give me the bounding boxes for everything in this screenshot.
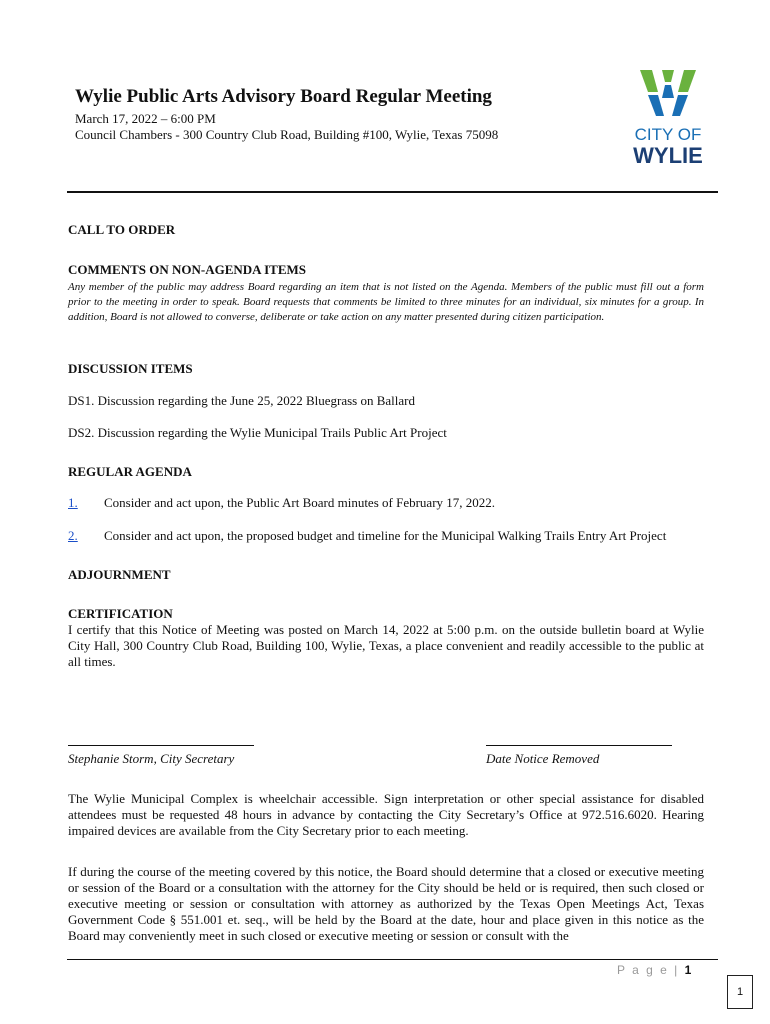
certification-section (68, 606, 704, 670)
certification-text: I certify that this Notice of Meeting was posted on March 14, 2022 at 5:00 p.m. on the outside bulletin board at Wylie City Hall, 300 Country Club Road, Building 100, Wylie, Texas, a place convenient and readily accessible to the public at all times. (68, 622, 704, 669)
signature-line-left (68, 745, 254, 746)
meeting-title: Wylie Public Arts Advisory Board Regular Meeting (75, 86, 492, 107)
call-to-order-heading: CALL TO ORDER (68, 222, 176, 237)
discussion-section (68, 361, 704, 377)
signature-city-secretary: Stephanie Storm, City Secretary (68, 751, 235, 766)
city-of-wylie-logo (626, 68, 710, 172)
logo-city-of-text: CITY OF (634, 125, 702, 144)
signature-date-removed: Date Notice Removed (486, 751, 600, 766)
comments-section (68, 262, 704, 325)
agenda-item-2-link[interactable]: 2. (68, 528, 78, 543)
comments-text: Any member of the public may address Board regarding an item that is not listed on the Agenda. Members of the public must fill out a form prior to the meeting in order to speak. Board requests that comments be limited to three minutes for an individual, six minutes for a group. In addition, Board is not allowed to converse, deliberate or take action on any matter presented during citizen participation. (68, 281, 704, 323)
logo-w-left-blue (648, 95, 664, 116)
logo-w-left-green (640, 70, 658, 92)
signature-line-right (486, 745, 672, 746)
page-label: P a g e | (617, 963, 680, 977)
closed-meeting-text: If during the course of the meeting covered by this notice, the Board should determine that a closed or executive meeting or session of the Board or a consultation with the attorney for the City should be held or is required, then such closed or executive meeting or session or consultation with attorney as authorized by the Texas Open Meetings Act, Texas Government Code § 551.001 et. seq., will be held by the Board at the date, hour and place given in this notice as the Board may conveniently meet in such closed or executive meeting or session or consult with the (68, 864, 704, 943)
adjournment-heading: ADJOURNMENT (68, 567, 171, 582)
logo-w-right-green (678, 70, 696, 92)
regular-agenda-heading: REGULAR AGENDA (68, 464, 192, 479)
agenda-item-2-text: Consider and act upon, the proposed budget and timeline for the Municipal Walking Trails Entry Art Project (104, 528, 667, 543)
agenda-item-1-link[interactable]: 1. (68, 495, 78, 510)
call-to-order-section (68, 222, 704, 238)
page-number-box: 1 (727, 975, 753, 1009)
accessibility-text: The Wylie Municipal Complex is wheelchair accessible. Sign interpretation or other special assistance for disabled attendees must be requested 48 hours in advance by contacting the City Secretary’s Office at 972.516.6020. Hearing impaired devices are available from the City Secretary prior to each meeting. (68, 791, 704, 838)
discussion-heading: DISCUSSION ITEMS (68, 361, 193, 376)
meeting-date-time: March 17, 2022 – 6:00 PM (75, 111, 216, 126)
accessibility-section (68, 791, 704, 839)
comments-heading: COMMENTS ON NON-AGENDA ITEMS (68, 262, 306, 277)
footer-divider (67, 959, 718, 960)
logo-wylie-text: WYLIE (633, 143, 703, 168)
logo-w-right-blue (672, 95, 688, 116)
closed-meeting-section (68, 864, 704, 944)
logo-w-center-green (662, 70, 674, 82)
header-divider (67, 191, 718, 193)
agenda-item-1-text: Consider and act upon, the Public Art Board minutes of February 17, 2022. (104, 495, 496, 510)
page-footer (617, 963, 691, 977)
certification-heading: CERTIFICATION (68, 606, 173, 621)
discussion-item-ds1: DS1. Discussion regarding the June 25, 2022 Bluegrass on Ballard (68, 393, 415, 408)
discussion-item-ds2: DS2. Discussion regarding the Wylie Municipal Trails Public Art Project (68, 425, 447, 440)
page-number: 1 (684, 963, 692, 977)
adjournment-section (68, 567, 704, 583)
meeting-location: Council Chambers - 300 Country Club Road, Building #100, Wylie, Texas 75098 (75, 127, 499, 142)
regular-agenda-section (68, 464, 704, 480)
logo-w-center-blue (662, 85, 674, 98)
